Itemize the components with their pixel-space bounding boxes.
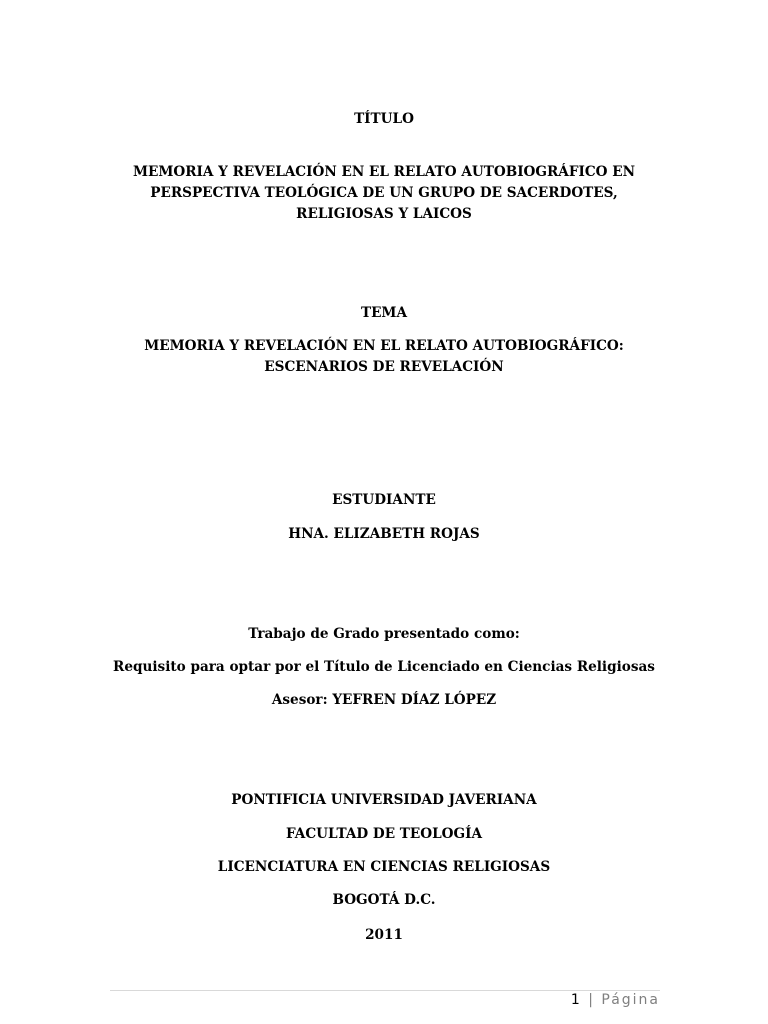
program-name: LICENCIATURA EN CIENCIAS RELIGIOSAS — [217, 859, 551, 875]
tema-line-1: MEMORIA Y REVELACIÓN EN EL RELATO AUTOBIOGRÁFICO: — [144, 338, 624, 354]
page-footer — [571, 990, 660, 1010]
title-line-3: RELIGIOSAS Y LAICOS — [296, 206, 472, 222]
city-line: BOGOTÁ D.C. — [332, 892, 436, 908]
titulo-label: TÍTULO — [354, 111, 414, 127]
student-name: HNA. ELIZABETH ROJAS — [288, 526, 480, 542]
title-line-2: PERSPECTIVA TEOLÓGICA DE UN GRUPO DE SACERDOTES, — [150, 185, 618, 201]
tema-line-2: ESCENARIOS DE REVELACIÓN — [264, 359, 504, 375]
requirement-line: Requisito para optar por el Título de Licenciado en Ciencias Religiosas — [113, 659, 655, 675]
estudiante-label: ESTUDIANTE — [332, 492, 436, 508]
tema-label: TEMA — [360, 305, 408, 321]
page-word: Página — [601, 992, 660, 1008]
year-line: 2011 — [365, 927, 403, 943]
degree-work-line: Trabajo de Grado presentado como: — [248, 626, 520, 642]
title-line-1: MEMORIA Y REVELACIÓN EN EL RELATO AUTOBIOGRÁFICO EN — [132, 164, 636, 180]
footer-separator: | — [588, 992, 595, 1008]
faculty-name: FACULTAD DE TEOLOGÍA — [285, 826, 483, 842]
advisor-line: Asesor: YEFREN DÍAZ LÓPEZ — [271, 692, 497, 708]
page-number: 1 — [570, 992, 582, 1008]
university-name: PONTIFICIA UNIVERSIDAD JAVERIANA — [231, 792, 537, 808]
